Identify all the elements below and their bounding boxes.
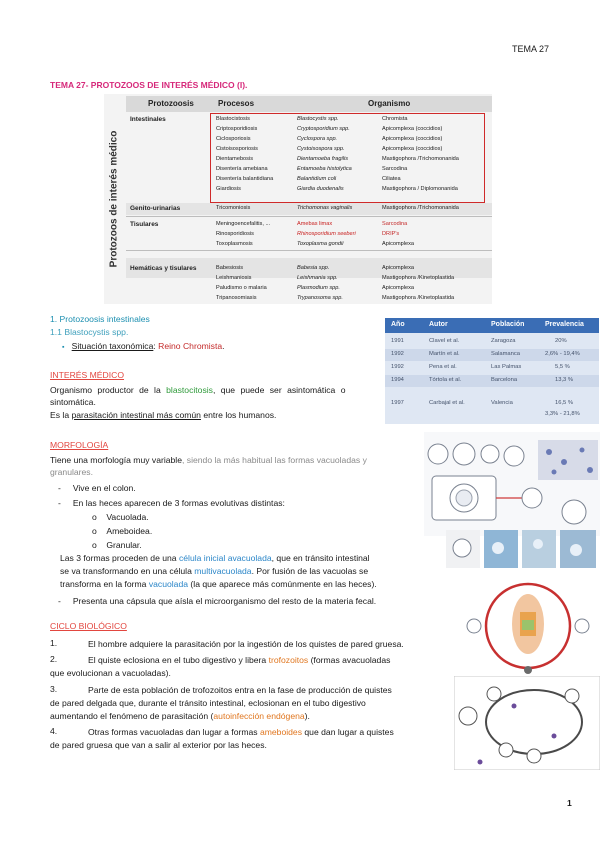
ciclo-step-2: El quiste eclosiona en el tubo digestivo y libera trofozoitos (formas avacuoladas — [88, 655, 391, 665]
list-item: o Granular. — [92, 540, 142, 550]
table-row: 1994 Tórtola et al. Barcelona 13,3 % — [385, 375, 599, 387]
morfologia-line-1: Tiene una morfología muy variable, siendo la más habitual las formas vacuoladas y — [50, 455, 367, 465]
group-hematicas: Hemáticas y tisulares — [130, 265, 197, 272]
group-genito: Genito-urinarias — [130, 205, 181, 212]
ciclo-step-3b: de pared delgada que, durante el tránsito intestinal, eclosionan en el tubo digestivo — [50, 698, 366, 708]
ciclo-step-2b: que evolucionan a vacuoladas). — [50, 668, 171, 678]
table-row: 1991 Clavel et al. Zaragoza 20% — [391, 338, 567, 344]
morfologia-para-2: se va transformando en una célula multivacuolada. Por fusión de las vacuolas se — [60, 566, 369, 576]
page-title: TEMA 27- PROTOZOOS DE INTERÉS MÉDICO (I). — [50, 80, 248, 90]
group-tisulares: Tisulares — [130, 221, 159, 228]
list-item: o Vacuolada. — [92, 512, 149, 522]
table-row: 1997 Carbajal et al. Valencia 16,5 % 3,3% - 21,8% — [391, 400, 580, 417]
step-number: 4. — [50, 726, 58, 736]
ciclo-step-4: Otras formas vacuoladas dan lugar a formas ameboides que dan lugar a quistes — [88, 727, 394, 737]
interes-line-3: Es la parasitación intestinal más común entre los humanos. — [50, 410, 277, 420]
micrograph-figure — [446, 530, 596, 574]
morfologia-line-2: granulares. — [50, 467, 93, 477]
morfologia-para-1: Las 3 formas proceden de una célula inicial avacuolada, que en tránsito intestinal — [60, 553, 370, 563]
page-number: 1 — [567, 798, 572, 808]
table-header — [126, 96, 492, 112]
header-protozoosis: Protozoosis — [148, 99, 194, 108]
step-number: 2. — [50, 654, 58, 664]
subsection-heading: 1.1 Blastocystis spp. — [50, 327, 129, 337]
life-cycle-figure — [464, 574, 592, 674]
table-row: 1992 Martín et al. Salamanca 2,6% - 19,4% — [385, 349, 599, 361]
group-intestinales: Intestinales — [130, 116, 166, 123]
ciclo-step-3c: aumentando el fenómeno de parasitación (autoinfección endógena). — [50, 711, 310, 721]
ciclo-step-1: El hombre adquiere la parasitación por la ingestión de los quistes de pared gruesa. — [88, 639, 404, 649]
taxonomy-bullet: ▪ Situación taxonómica: Reino Chromista. — [62, 341, 225, 351]
list-item: o Ameboidea. — [92, 526, 153, 536]
interes-line-2: sintomática. — [50, 397, 96, 407]
header-topic: TEMA 27 — [512, 44, 550, 54]
morfologia-heading: MORFOLOGÍA — [50, 440, 109, 450]
interes-line-1: Organismo productor de la blastocitosis, que puede ser asintomática o — [50, 385, 346, 395]
header-organismo: Organismo — [368, 99, 411, 108]
step-number: 1. — [50, 638, 58, 648]
table-row: 1992 Pena et al. Las Palmas 5,5 % — [391, 364, 570, 370]
cycle-diagram-figure — [454, 676, 600, 770]
table-side-label: Protozoos de interés médico — [108, 130, 120, 268]
morfologia-para-3: transforma en la forma vacuolada (la que aparece más comúnmente en las heces). — [60, 579, 377, 589]
header-procesos: Procesos — [218, 99, 255, 108]
ciclo-step-3: Parte de esta población de trofozoitos entra en la fase de producción de quistes — [88, 685, 392, 695]
list-item: - Presenta una cápsula que aísla el microorganismo del resto de la materia fecal. — [58, 596, 377, 606]
morphology-figure — [424, 432, 600, 536]
step-number: 3. — [50, 684, 58, 694]
list-item: - En las heces aparecen de 3 formas evolutivas distintas: — [58, 498, 285, 508]
prevalence-table: Año Autor Población Prevalencia 1991 Clavel et al. Zaragoza 20% 1992 Martín et al. Salamanca 2,6% - 19,4% 1992 Pena et al. Las Palmas 5,5 % 1994 Tórtola et al. Barcelona 13,3 % 1997 Carbajal et al. Valencia 16,5 % 3,3% - 21,8% — [385, 318, 599, 424]
list-item: - Vive en el colon. — [58, 483, 136, 493]
section-heading: 1. Protozoosis intestinales — [50, 314, 150, 324]
ciclo-step-4b: de pared gruesa que van a salir al exterior por las heces. — [50, 740, 267, 750]
ciclo-heading: CICLO BIOLÓGICO — [50, 621, 127, 631]
interes-heading: INTERÉS MÉDICO — [50, 370, 125, 380]
